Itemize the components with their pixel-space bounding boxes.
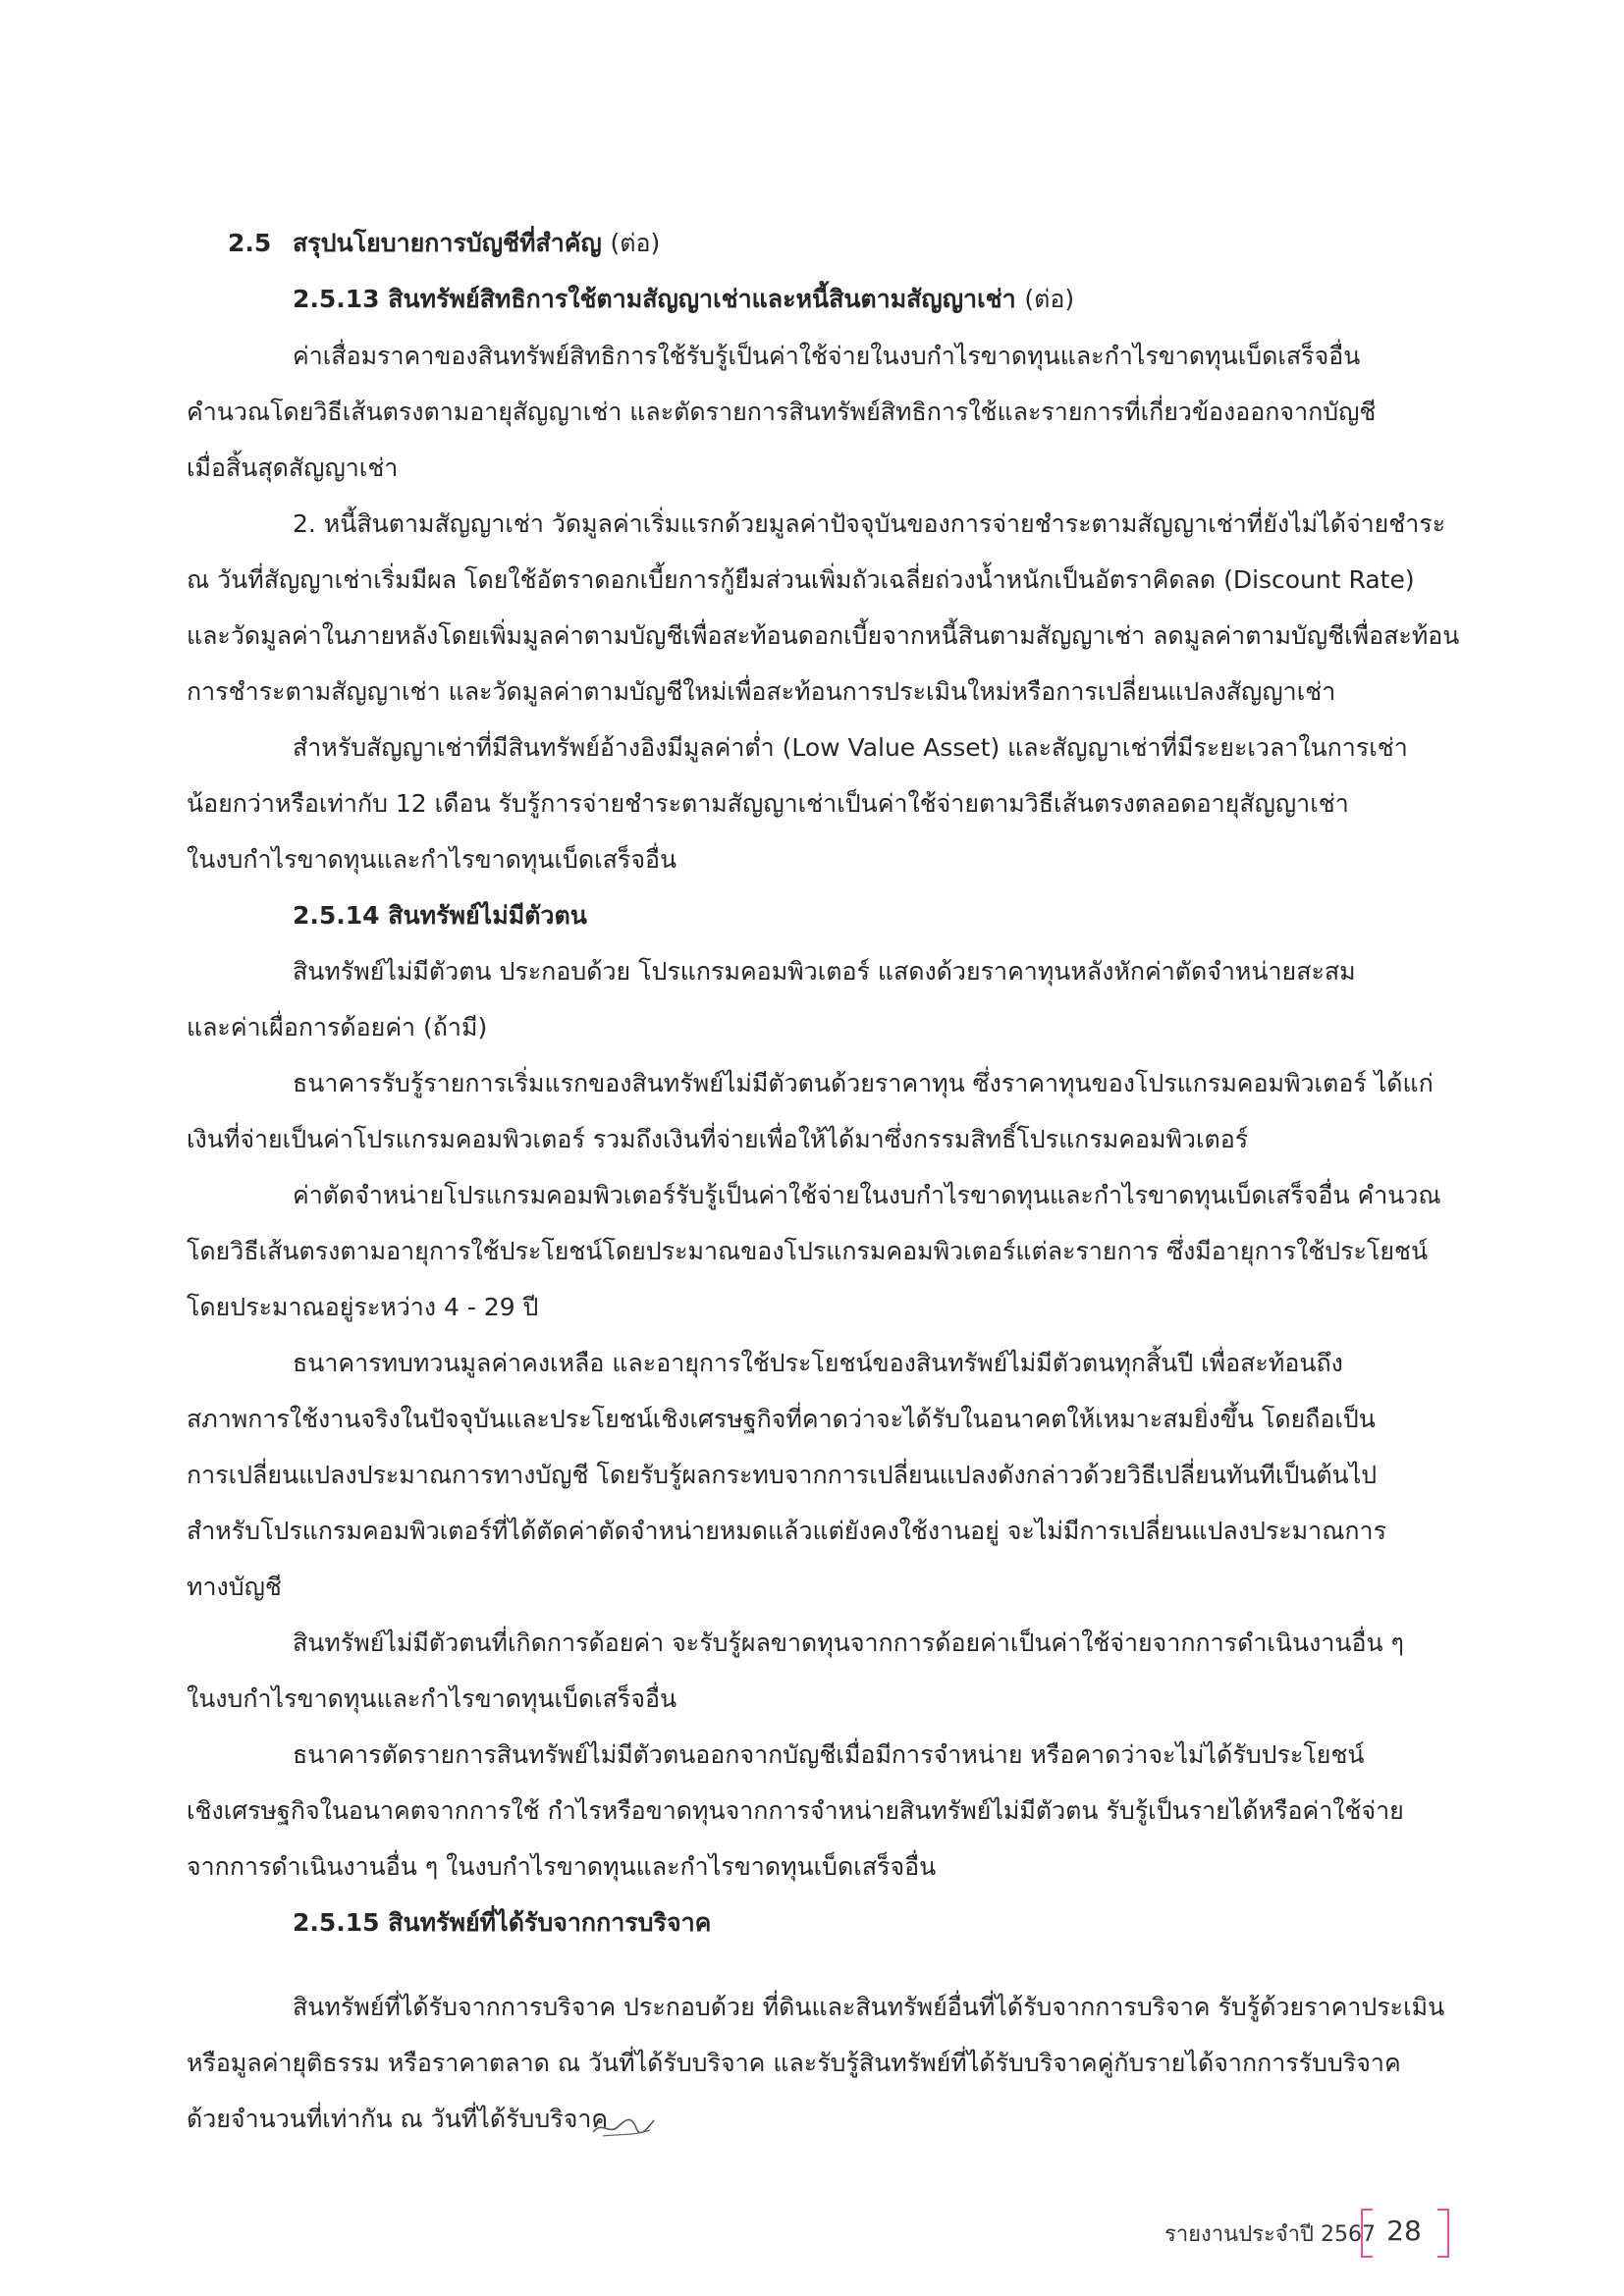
- paragraph-line: หรือมูลค่ายุติธรรม หรือราคาตลาด ณ วันที่ได้รับบริจาค และรับรู้สินทรัพย์ที่ได้รับบริจาคคู่กับรายได้จากการรับบริจาค: [187, 2049, 1401, 2077]
- subsection-suffix: (ต่อ): [1024, 285, 1075, 313]
- handwritten-mark: [589, 2107, 658, 2140]
- subsection-heading-2-5-14: 2.5.14 สินทรัพย์ไม่มีตัวตน: [293, 901, 587, 930]
- paragraph-line: จากการดำเนินงานอื่น ๆ ในงบกำไรขาดทุนและกำไรขาดทุนเบ็ดเสร็จอื่น: [187, 1852, 937, 1881]
- paragraph-line: และค่าเผื่อการด้อยค่า (ถ้ามี): [187, 1013, 488, 1041]
- paragraph-line: 2. หนี้สินตามสัญญาเช่า วัดมูลค่าเริ่มแรกด้วยมูลค่าปัจจุบันของการจ่ายชำระตามสัญญาเช่าที่ยังไม่ได้จ่ายชำระ: [293, 509, 1446, 538]
- subsection-title: 2.5.13 สินทรัพย์สิทธิการใช้ตามสัญญาเช่าและหนี้สินตามสัญญาเช่า: [293, 285, 1016, 313]
- section-number: 2.5: [228, 229, 272, 257]
- paragraph-line: และวัดมูลค่าในภายหลังโดยเพิ่มมูลค่าตามบัญชีเพื่อสะท้อนดอกเบี้ยจากหนี้สินตามสัญญาเช่า ลดมูลค่าตามบัญชีเพื่อสะท้อน: [187, 621, 1460, 650]
- paragraph-line: น้อยกว่าหรือเท่ากับ 12 เดือน รับรู้การจ่ายชำระตามสัญญาเช่าเป็นค่าใช้จ่ายตามวิธีเส้นตรงตลอดอายุสัญญาเช่า: [187, 789, 1349, 818]
- subsection-heading-2-5-15: 2.5.15 สินทรัพย์ที่ได้รับจากการบริจาค: [293, 1908, 712, 1937]
- paragraph-line: การชำระตามสัญญาเช่า และวัดมูลค่าตามบัญชีใหม่เพื่อสะท้อนการประเมินใหม่หรือการเปลี่ยนแปลงสัญญาเช่า: [187, 677, 1336, 706]
- footer-report-label: รายงานประจำปี 2567: [1164, 2222, 1376, 2247]
- page-number: 28: [1386, 2215, 1422, 2247]
- subsection-heading-2-5-13: [293, 285, 1074, 314]
- paragraph-line: ค่าตัดจำหน่ายโปรแกรมคอมพิวเตอร์รับรู้เป็นค่าใช้จ่ายในงบกำไรขาดทุนและกำไรขาดทุนเบ็ดเสร็จอื่น คำนวณ: [293, 1181, 1441, 1209]
- paragraph-line: ด้วยจำนวนที่เท่ากัน ณ วันที่ได้รับบริจาค: [187, 2105, 609, 2133]
- page-bracket-right: [1437, 2209, 1449, 2258]
- section-suffix: (ต่อ): [610, 229, 661, 257]
- paragraph-line: ในงบกำไรขาดทุนและกำไรขาดทุนเบ็ดเสร็จอื่น: [187, 1684, 677, 1713]
- paragraph-line: สินทรัพย์ไม่มีตัวตน ประกอบด้วย โปรแกรมคอมพิวเตอร์ แสดงด้วยราคาทุนหลังหักค่าตัดจำหน่ายสะสม: [293, 957, 1356, 986]
- paragraph-line: ทางบัญชี: [187, 1573, 282, 1601]
- paragraph-line: ณ วันที่สัญญาเช่าเริ่มมีผล โดยใช้อัตราดอกเบี้ยการกู้ยืมส่วนเพิ่มถัวเฉลี่ยถ่วงน้ำหนักเป็นอัตราคิดลด (Discount Rate): [187, 565, 1415, 594]
- paragraph-line: ธนาคารรับรู้รายการเริ่มแรกของสินทรัพย์ไม่มีตัวตนด้วยราคาทุน ซึ่งราคาทุนของโปรแกรมคอมพิวเตอร์ ได้แก่: [293, 1069, 1434, 1097]
- paragraph-line: เชิงเศรษฐกิจในอนาคตจากการใช้ กำไรหรือขาดทุนจากการจำหน่ายสินทรัพย์ไม่มีตัวตน รับรู้เป็นรายได้หรือค่าใช้จ่าย: [187, 1796, 1404, 1825]
- paragraph-line: ในงบกำไรขาดทุนและกำไรขาดทุนเบ็ดเสร็จอื่น: [187, 845, 677, 874]
- paragraph-line: โดยประมาณอยู่ระหว่าง 4 - 29 ปี: [187, 1293, 539, 1321]
- paragraph-line: โดยวิธีเส้นตรงตามอายุการใช้ประโยชน์โดยประมาณของโปรแกรมคอมพิวเตอร์แต่ละรายการ ซึ่งมีอายุการใช้ประโยชน์: [187, 1237, 1429, 1265]
- paragraph-line: ธนาคารทบทวนมูลค่าคงเหลือ และอายุการใช้ประโยชน์ของสินทรัพย์ไม่มีตัวตนทุกสิ้นปี เพื่อสะท้อนถึง: [293, 1349, 1343, 1377]
- paragraph-line: สำหรับโปรแกรมคอมพิวเตอร์ที่ได้ตัดค่าตัดจำหน่ายหมดแล้วแต่ยังคงใช้งานอยู่ จะไม่มีการเปลี่ยนแปลงประมาณการ: [187, 1517, 1386, 1545]
- section-title: สรุปนโยบายการบัญชีที่สำคัญ: [293, 229, 602, 257]
- paragraph-line: สภาพการใช้งานจริงในปัจจุบันและประโยชน์เชิงเศรษฐกิจที่คาดว่าจะได้รับในอนาคตให้เหมาะสมยิ่งขึ้น โดยถือเป็น: [187, 1405, 1376, 1433]
- paragraph-line: สินทรัพย์ที่ได้รับจากการบริจาค ประกอบด้วย ที่ดินและสินทรัพย์อื่นที่ได้รับจากการบริจาค รับรู้ด้วยราคาประเมิน: [293, 1993, 1445, 2021]
- section-heading: [228, 229, 660, 258]
- paragraph-line: การเปลี่ยนแปลงประมาณการทางบัญชี โดยรับรู้ผลกระทบจากการเปลี่ยนแปลงดังกล่าวด้วยวิธีเปลี่ยนทันทีเป็นต้นไป: [187, 1461, 1378, 1489]
- paragraph-line: คำนวณโดยวิธีเส้นตรงตามอายุสัญญาเช่า และตัดรายการสินทรัพย์สิทธิการใช้และรายการที่เกี่ยวข้องออกจากบัญชี: [187, 398, 1377, 426]
- paragraph-line: สำหรับสัญญาเช่าที่มีสินทรัพย์อ้างอิงมีมูลค่าต่ำ (Low Value Asset) และสัญญาเช่าที่มีระยะเวลาในการเช่า: [293, 733, 1408, 762]
- paragraph-line: สินทรัพย์ไม่มีตัวตนที่เกิดการด้อยค่า จะรับรู้ผลขาดทุนจากการด้อยค่าเป็นค่าใช้จ่ายจากการดำเนินงานอื่น ๆ: [293, 1629, 1404, 1657]
- paragraph-line: เมื่อสิ้นสุดสัญญาเช่า: [187, 454, 399, 482]
- paragraph-line: ธนาคารตัดรายการสินทรัพย์ไม่มีตัวตนออกจากบัญชีเมื่อมีการจำหน่าย หรือคาดว่าจะไม่ได้รับประโยชน์: [293, 1740, 1365, 1769]
- paragraph-line: ค่าเสื่อมราคาของสินทรัพย์สิทธิการใช้รับรู้เป็นค่าใช้จ่ายในงบกำไรขาดทุนและกำไรขาดทุนเบ็ดเสร็จอื่น: [293, 342, 1361, 370]
- paragraph-line: เงินที่จ่ายเป็นค่าโปรแกรมคอมพิวเตอร์ รวมถึงเงินที่จ่ายเพื่อให้ได้มาซึ่งกรรมสิทธิ์โปรแกรมคอมพิวเตอร์: [187, 1125, 1249, 1153]
